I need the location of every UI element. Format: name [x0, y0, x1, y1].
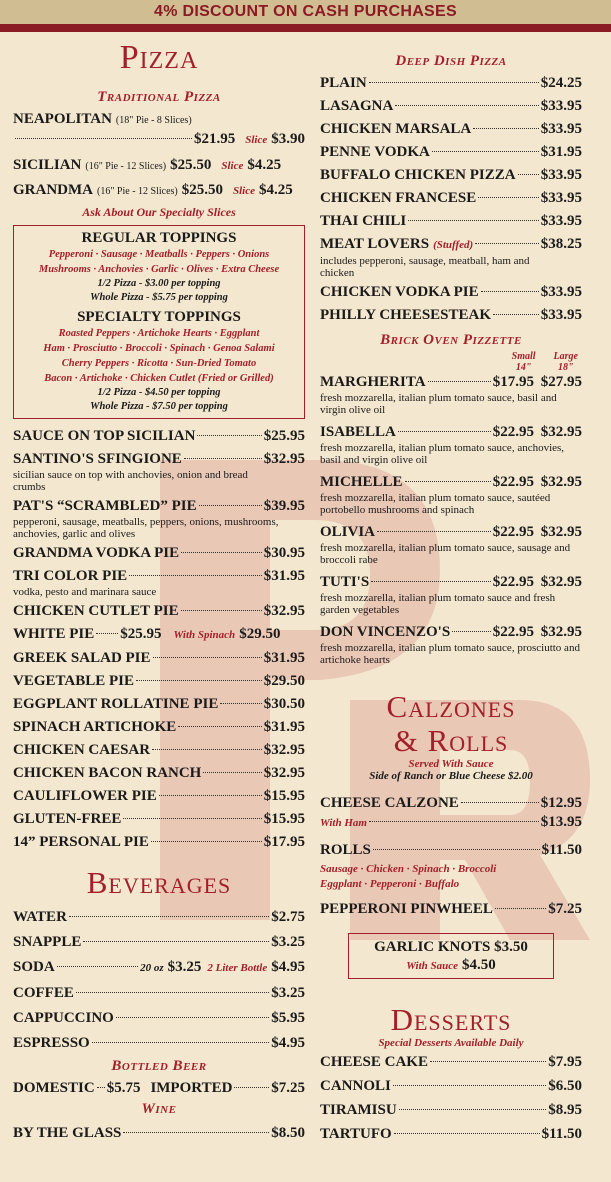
- small-size: 14": [515, 362, 532, 373]
- menu-item: [13, 933, 305, 952]
- traditional-pizza-title: Traditional Pizza: [97, 89, 221, 105]
- desserts-title: Desserts: [390, 1002, 512, 1037]
- menu-item: [13, 1034, 305, 1053]
- menu-item: [13, 695, 305, 714]
- item-price: $12.95: [540, 795, 582, 811]
- dot-leader: [478, 197, 538, 198]
- specialty-slices-note: Ask About Our Specialty Slices: [82, 205, 236, 219]
- menu-item: [320, 573, 582, 616]
- item-name: SAUCE ON TOP SICILIAN: [13, 428, 196, 444]
- dot-leader: [116, 1017, 269, 1018]
- item-name: CANNOLI: [320, 1078, 391, 1094]
- menu-item: [13, 741, 305, 760]
- item-price: $31.95: [540, 144, 582, 160]
- garlic-knots-box: [348, 933, 554, 979]
- item-price: $24.25: [540, 75, 582, 91]
- item-name: WATER: [13, 909, 67, 925]
- item-price: $31.95: [263, 650, 305, 666]
- dot-leader: [136, 680, 262, 681]
- item-name: CHICKEN CAESAR: [13, 742, 151, 758]
- item-description: fresh mozzarella, italian plum tomato sauce, sausage and broccoli rabe: [320, 542, 571, 566]
- small-size-header: [512, 351, 536, 373]
- item-name: CHICKEN BACON RANCH: [13, 765, 202, 781]
- dot-leader: [398, 431, 491, 432]
- specialty-whole-price: Whole Pizza - $7.50 per topping: [90, 401, 228, 412]
- dot-leader: [129, 575, 262, 576]
- dot-leader: [428, 381, 491, 382]
- item-name: OLIVIA: [320, 524, 376, 540]
- item-name: CHICKEN CUTLET PIE: [13, 603, 179, 619]
- item-note: (18" Pie - 8 Slices): [115, 115, 192, 126]
- dot-leader: [495, 908, 546, 909]
- menu-item: [320, 189, 582, 208]
- item-price: $32.95: [263, 742, 305, 758]
- item-price: $25.50: [170, 157, 212, 173]
- liter-price: $4.95: [271, 959, 305, 975]
- item-name: CHEESE CAKE: [320, 1054, 428, 1070]
- item-price: $21.95: [194, 131, 236, 147]
- item-name: TIRAMISU: [320, 1102, 397, 1118]
- item-price: $31.95: [263, 568, 305, 584]
- item-price: $3.25: [167, 959, 202, 975]
- banner-rule: [0, 24, 611, 32]
- dot-leader: [377, 531, 491, 532]
- large-price: $27.95: [540, 374, 582, 390]
- item-name: GRANDMA: [13, 182, 93, 198]
- item-price: $38.25: [540, 236, 582, 252]
- dot-leader: [199, 505, 262, 506]
- special-desserts-note: Special Desserts Available Daily: [378, 1037, 524, 1049]
- menu-item: [320, 166, 582, 185]
- dot-leader: [369, 821, 539, 822]
- item-name: VEGETABLE PIE: [13, 673, 135, 689]
- item-price: $4.95: [271, 1035, 305, 1051]
- dot-leader: [76, 992, 269, 993]
- menu-item: [13, 427, 305, 446]
- menu-item: [13, 984, 305, 1003]
- item-price: $25.95: [120, 626, 162, 642]
- item-price: $25.95: [263, 428, 305, 444]
- dot-leader: [475, 243, 539, 244]
- liter-label: 2 Liter Bottle: [207, 962, 268, 974]
- item-price: $32.95: [263, 603, 305, 619]
- specialty-toppings-line: Cherry Peppers · Ricotta · Sun-Dried Tomato: [61, 358, 257, 369]
- item-name: TUTI'S: [320, 574, 370, 590]
- item-price: $8.95: [548, 1102, 582, 1118]
- imported-label: IMPORTED: [150, 1080, 233, 1096]
- item-name: SANTINO'S SFINGIONE: [13, 451, 182, 467]
- dot-leader: [152, 749, 262, 750]
- pizzette-title: Brick Oven Pizzette: [380, 332, 522, 348]
- regular-toppings-title: REGULAR TOPPINGS: [81, 230, 237, 246]
- item-name: CHICKEN FRANCESE: [320, 190, 477, 206]
- left-column: [13, 40, 305, 1143]
- dot-leader: [181, 610, 262, 611]
- menu-item: [320, 900, 582, 919]
- domestic-label: DOMESTIC: [13, 1080, 95, 1096]
- menu-item: [13, 567, 305, 598]
- item-name: EGGPLANT ROLLATINE PIE: [13, 696, 219, 712]
- item-name: WHITE PIE: [13, 626, 95, 642]
- dot-leader: [159, 795, 262, 796]
- item-name: ISABELLA: [320, 424, 396, 440]
- dot-leader: [399, 1109, 547, 1110]
- menu-item: [13, 649, 305, 668]
- dot-leader: [461, 802, 539, 803]
- item-name: TARTUFO: [320, 1126, 392, 1142]
- menu-item: [320, 212, 582, 231]
- item-price: $33.95: [540, 307, 582, 323]
- item-name: ESPRESSO: [13, 1035, 90, 1051]
- large-label: Large: [553, 351, 578, 362]
- menu-item: [13, 450, 305, 493]
- with-ham-item: [320, 813, 582, 833]
- rolls-options: Eggplant · Pepperoni · Buffalo: [320, 878, 460, 890]
- item-name: PENNE VODKA: [320, 144, 430, 160]
- menu-item: [320, 74, 582, 93]
- menu-item: [320, 120, 582, 139]
- served-with-sauce: Served With Sauce: [408, 758, 494, 770]
- dot-leader: [184, 458, 262, 459]
- menu-item: [13, 672, 305, 691]
- dot-leader: [405, 481, 491, 482]
- item-name: BY THE GLASS: [13, 1125, 122, 1141]
- menu-item: [320, 423, 582, 466]
- bottled-beer-title: Bottled Beer: [111, 1058, 207, 1074]
- menu-item: [13, 602, 305, 621]
- dot-leader: [96, 633, 118, 634]
- item-name: PHILLY CHEESESTEAK: [320, 307, 492, 323]
- pizzette-list: [320, 373, 582, 666]
- large-price: $32.95: [540, 474, 582, 490]
- item-name: THAI CHILI: [320, 213, 407, 229]
- item-description: includes pepperoni, sausage, meatball, ham and chicken: [320, 255, 530, 279]
- item-price: $15.95: [263, 788, 305, 804]
- rolls-options: Sausage · Chicken · Spinach · Broccoli: [320, 863, 497, 875]
- dot-leader: [83, 941, 269, 942]
- white-pie-item: [13, 625, 305, 645]
- item-price: $7.25: [548, 901, 582, 917]
- item-price: $31.95: [263, 719, 305, 735]
- item-name: MEAT LOVERS: [320, 236, 430, 252]
- item-description: sicilian sauce on top with anchovies, onion and bread crumbs: [13, 469, 248, 493]
- meat-lovers-item: [320, 235, 582, 279]
- soda-size: 20 oz: [140, 962, 164, 974]
- menu-item: [320, 1077, 582, 1096]
- menu-item: [320, 841, 582, 860]
- item-price: $15.95: [263, 811, 305, 827]
- item-name: PEPPERONI PINWHEEL: [320, 901, 493, 917]
- knots-sauce-label: With Sauce: [406, 960, 459, 972]
- dot-leader: [69, 916, 269, 917]
- item-price: $3.25: [271, 985, 305, 1001]
- menu-item: [13, 544, 305, 563]
- specialty-pies-list: [13, 427, 305, 852]
- item-price: $30.50: [263, 696, 305, 712]
- dot-leader: [430, 1061, 546, 1062]
- large-price: $32.95: [540, 624, 582, 640]
- imported-price: $7.25: [271, 1080, 305, 1096]
- dot-leader: [197, 435, 261, 436]
- item-name: GREEK SALAD PIE: [13, 650, 151, 666]
- dot-leader: [151, 841, 262, 842]
- slice-label: Slice: [233, 185, 255, 197]
- small-price: $22.95: [492, 574, 534, 590]
- item-name: SNAPPLE: [13, 934, 82, 950]
- item-name: COFFEE: [13, 985, 74, 1001]
- item-name: LASAGNA: [320, 98, 394, 114]
- item-name: TRI COLOR PIE: [13, 568, 128, 584]
- toppings-box: [13, 225, 305, 419]
- spinach-label: With Spinach: [173, 629, 236, 641]
- domestic-price: $5.75: [106, 1080, 141, 1096]
- dot-leader: [371, 581, 491, 582]
- dot-leader: [234, 1087, 269, 1088]
- dot-leader: [123, 818, 261, 819]
- beverages-title: Beverages: [86, 865, 232, 900]
- item-name: ROLLS: [320, 842, 371, 858]
- slice-price: $4.25: [259, 182, 293, 198]
- large-price: $32.95: [540, 424, 582, 440]
- ham-label: With Ham: [320, 817, 367, 829]
- dot-leader: [123, 1132, 269, 1133]
- sicilian-item: [13, 156, 305, 176]
- wine-title: Wine: [141, 1101, 177, 1117]
- dot-leader: [373, 849, 540, 850]
- dot-leader: [395, 105, 538, 106]
- item-name: GLUTEN-FREE: [13, 811, 122, 827]
- dot-leader: [452, 631, 491, 632]
- dot-leader: [57, 966, 138, 967]
- slice-label: Slice: [245, 134, 268, 146]
- dot-leader: [481, 291, 539, 292]
- dot-leader: [92, 1042, 270, 1043]
- menu-item: [320, 373, 582, 416]
- dot-leader: [518, 174, 539, 175]
- item-name: MICHELLE: [320, 474, 403, 490]
- slice-label: Slice: [221, 160, 244, 172]
- item-price: $8.50: [271, 1125, 305, 1141]
- dot-leader: [473, 128, 538, 129]
- item-price: $5.95: [271, 1010, 305, 1026]
- item-price: $6.50: [548, 1078, 582, 1094]
- dot-leader: [394, 1133, 540, 1134]
- small-price: $22.95: [492, 474, 534, 490]
- side-ranch-note: Side of Ranch or Blue Cheese $2.00: [369, 770, 533, 782]
- item-price: $25.50: [181, 182, 223, 198]
- garlic-knots-label: GARLIC KNOTS $3.50: [374, 939, 528, 955]
- large-price: $32.95: [540, 524, 582, 540]
- item-price: $33.95: [540, 98, 582, 114]
- menu-item: [320, 283, 582, 302]
- small-label: Small: [511, 351, 536, 362]
- large-price: $32.95: [540, 574, 582, 590]
- item-price: $32.95: [263, 451, 305, 467]
- regular-toppings-line: Mushrooms · Anchovies · Garlic · Olives · Extra Cheese: [38, 264, 280, 275]
- menu-item: [13, 764, 305, 783]
- item-description: fresh mozzarella, italian plum tomato sauce, anchovies, basil and virgin olive oil: [320, 442, 565, 466]
- discount-banner: 4% DISCOUNT ON CASH PURCHASES: [0, 0, 611, 24]
- item-name: CHICKEN VODKA PIE: [320, 284, 479, 300]
- deep-dish-title: Deep Dish Pizza: [395, 53, 507, 69]
- item-price: $11.50: [541, 842, 582, 858]
- item-description: vodka, pesto and marinara sauce: [13, 586, 157, 598]
- small-price: $22.95: [492, 624, 534, 640]
- menu-item: [320, 794, 582, 813]
- specialty-toppings-line: Ham · Prosciutto · Broccoli · Spinach · Genoa Salami: [43, 343, 275, 354]
- regular-whole-price: Whole Pizza - $5.75 per topping: [90, 292, 228, 303]
- item-name: 14” PERSONAL PIE: [13, 834, 149, 850]
- dot-leader: [181, 552, 262, 553]
- dot-leader: [393, 1085, 546, 1086]
- regular-toppings-line: Pepperoni · Sausage · Meatballs · Peppers · Onions: [48, 249, 270, 260]
- item-name: NEAPOLITAN: [13, 111, 112, 127]
- item-name: GRANDMA VODKA PIE: [13, 545, 180, 561]
- small-price: $22.95: [492, 524, 534, 540]
- dot-leader: [203, 772, 261, 773]
- item-price: $33.95: [540, 284, 582, 300]
- item-name: SODA: [13, 959, 55, 975]
- specialty-toppings-line: Bacon · Artichoke · Chicken Cutlet (Fried or Grilled): [44, 373, 274, 384]
- soda-item: [13, 958, 305, 978]
- grandma-item: [13, 181, 305, 201]
- large-size: 18": [557, 362, 574, 373]
- specialty-toppings-title: SPECIALTY TOPPINGS: [77, 309, 241, 325]
- calzones-list: [320, 794, 582, 919]
- item-price: $32.95: [263, 765, 305, 781]
- menu-item: [320, 523, 582, 566]
- menu-item: [320, 1101, 582, 1120]
- deep-dish-list: [320, 74, 582, 325]
- item-description: fresh mozzarella, italian plum tomato sauce, basil and virgin olive oil: [320, 392, 557, 416]
- calzones-title: Calzones: [386, 689, 516, 724]
- item-price: $33.95: [540, 213, 582, 229]
- pizzette-size-header: [320, 351, 582, 373]
- menu-item: [13, 908, 305, 927]
- menu-item: [13, 833, 305, 852]
- stuffed-tag: (Stuffed): [433, 239, 474, 251]
- menu-item: [320, 473, 582, 516]
- dot-leader: [408, 220, 538, 221]
- item-description: fresh mozzarella, italian plum tomato sauce and fresh garden vegetables: [320, 592, 556, 616]
- menu-item: [13, 787, 305, 806]
- item-price: $30.95: [263, 545, 305, 561]
- menu-item: [320, 1125, 582, 1144]
- item-note: (16" Pie - 12 Slices): [97, 186, 178, 197]
- beer-item: [13, 1079, 305, 1098]
- item-name: BUFFALO CHICKEN PIZZA: [320, 167, 516, 183]
- item-name: PAT'S “SCRAMBLED” PIE: [13, 498, 197, 514]
- menu-item: [13, 1124, 305, 1143]
- pizza-title: Pizza: [119, 39, 199, 76]
- item-price: $39.95: [263, 498, 305, 514]
- item-price: $3.25: [271, 934, 305, 950]
- item-price: $11.50: [541, 1126, 582, 1142]
- dot-leader: [369, 82, 539, 83]
- dot-leader: [220, 703, 261, 704]
- slice-price: $3.90: [271, 131, 305, 147]
- item-name: CHEESE CALZONE: [320, 795, 459, 811]
- dot-leader: [432, 151, 539, 152]
- ham-price: $13.95: [540, 814, 582, 830]
- specialty-toppings-line: Roasted Peppers · Artichoke Hearts · Eggplant: [58, 328, 260, 339]
- item-name: SPINACH ARTICHOKE: [13, 719, 177, 735]
- menu-item: [320, 97, 582, 116]
- item-name: CHICKEN MARSALA: [320, 121, 472, 137]
- regular-half-price: 1/2 Pizza - $3.00 per topping: [97, 278, 221, 289]
- item-price: $33.95: [540, 121, 582, 137]
- dot-leader: [493, 314, 539, 315]
- item-price: $29.50: [263, 673, 305, 689]
- dot-leader: [178, 726, 262, 727]
- item-price: $7.95: [548, 1054, 582, 1070]
- item-name: CAULIFLOWER PIE: [13, 788, 157, 804]
- item-description: fresh mozzarella, italian plum tomato sauce, prosciutto and artichoke hearts: [320, 642, 580, 666]
- menu-item: [13, 497, 305, 540]
- small-price: $17.95: [492, 374, 534, 390]
- neapolitan-item: [13, 110, 305, 150]
- slice-price: $4.25: [247, 157, 282, 173]
- menu-item: [320, 306, 582, 325]
- item-name: MARGHERITA: [320, 374, 426, 390]
- menu-item: [13, 810, 305, 829]
- specialty-half-price: 1/2 Pizza - $4.50 per topping: [97, 387, 221, 398]
- small-price: $22.95: [492, 424, 534, 440]
- menu-item: [320, 623, 582, 666]
- right-column: [320, 40, 582, 1144]
- rolls-title: & Rolls: [393, 723, 509, 758]
- item-name: PLAIN: [320, 75, 367, 91]
- knots-sauce-price: $4.50: [462, 957, 496, 973]
- dot-leader: [153, 657, 262, 658]
- item-name: DON VINCENZO'S: [320, 624, 451, 640]
- beverages-list: [13, 908, 305, 1143]
- large-size-header: [554, 351, 578, 373]
- dot-leader: [97, 1087, 105, 1088]
- desserts-list: [320, 1053, 582, 1144]
- item-price: $17.95: [263, 834, 305, 850]
- spinach-price: $29.50: [239, 626, 281, 642]
- item-name: SICILIAN: [13, 157, 82, 173]
- item-price: $2.75: [271, 909, 305, 925]
- item-price: $33.95: [540, 167, 582, 183]
- menu-item: [320, 1053, 582, 1072]
- item-name: CAPPUCCINO: [13, 1010, 114, 1026]
- dot-leader: [15, 138, 192, 139]
- item-price: $33.95: [540, 190, 582, 206]
- menu-item: [13, 718, 305, 737]
- menu-item: [13, 1009, 305, 1028]
- menu-item: [320, 143, 582, 162]
- item-note: (16" Pie - 12 Slices): [85, 161, 167, 172]
- item-description: pepperoni, sausage, meatballs, peppers, onions, mushrooms, anchovies, garlic and olives: [13, 516, 279, 540]
- item-description: fresh mozzarella, italian plum tomato sauce, sautéed portobello mushrooms and spinach: [320, 492, 551, 516]
